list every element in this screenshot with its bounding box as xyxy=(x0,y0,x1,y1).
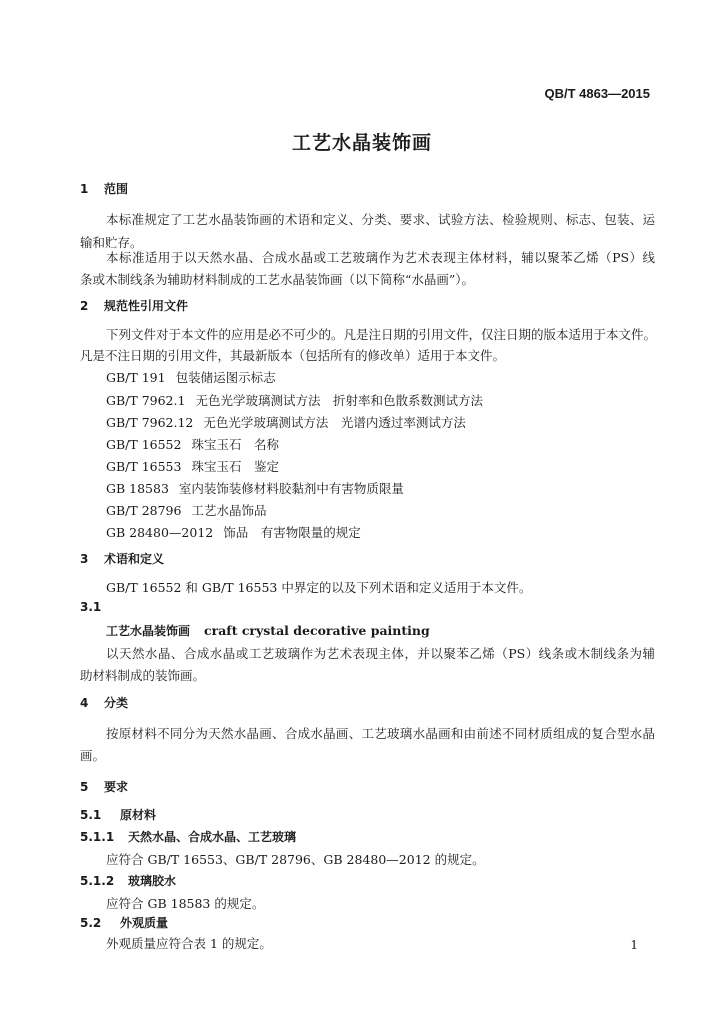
paragraph-line: 外观质量应符合表 1 的规定。 xyxy=(106,936,272,951)
reference-item: GB/T 16553 珠宝玉石 鉴定 xyxy=(106,459,279,474)
paragraph-line: 按原材料不同分为天然水晶画、合成水晶画、工艺玻璃水晶画和由前述不同材质组成的复合型水晶 xyxy=(106,726,655,741)
paragraph-line: 凡是不注日期的引用文件，其最新版本（包括所有的修改单）适用于本文件。 xyxy=(80,348,506,363)
paragraph-line: GB/T 16552 和 GB/T 16553 中界定的以及下列术语和定义适用于本文件。 xyxy=(106,580,532,595)
reference-item: GB/T 28796 工艺水晶饰品 xyxy=(106,503,267,518)
reference-item: GB/T 7962.1 无色光学玻璃测试方法 折射率和色散系数测试方法 xyxy=(106,393,483,408)
paragraph-line: 条或木制线条为辅助材料制成的工艺水晶装饰画（以下简称“水晶画”）。 xyxy=(80,272,475,287)
subsection-heading: 5.1.1 天然水晶、合成水晶、工艺玻璃 xyxy=(80,830,297,844)
reference-item: GB 18583 室内装饰装修材料胶黏剂中有害物质限量 xyxy=(106,481,404,496)
reference-item: GB/T 191 包装储运图示标志 xyxy=(106,370,276,385)
page-number: 1 xyxy=(630,938,638,952)
standard-code: QB/T 4863—2015 xyxy=(544,86,650,101)
subsection-heading: 5.1.2 玻璃胶水 xyxy=(80,874,177,888)
term-heading: 工艺水晶装饰画 craft crystal decorative painting xyxy=(106,623,430,638)
subsection-heading: 5.1 原材料 xyxy=(80,808,157,822)
term-number: 3.1 xyxy=(80,600,102,614)
section-heading-5: 5 要求 xyxy=(80,780,129,794)
paragraph-line: 画。 xyxy=(80,748,106,763)
paragraph-line: 以天然水晶、合成水晶或工艺玻璃作为艺术表现主体，并以聚苯乙烯（PS）线条或木制线条为辅 xyxy=(106,646,655,661)
section-heading-2: 2 规范性引用文件 xyxy=(80,299,189,313)
paragraph-line: 应符合 GB 18583 的规定。 xyxy=(106,896,265,911)
section-heading-4: 4 分类 xyxy=(80,696,129,710)
paragraph-line: 输和贮存。 xyxy=(80,235,143,250)
subsection-heading: 5.2 外观质量 xyxy=(80,916,169,930)
section-heading-1: 1 范围 xyxy=(80,182,129,196)
paragraph-line: 应符合 GB/T 16553、GB/T 28796、GB 28480—2012 的规定。 xyxy=(106,852,485,867)
reference-item: GB/T 16552 珠宝玉石 名称 xyxy=(106,437,279,452)
section-heading-3: 3 术语和定义 xyxy=(80,552,165,566)
paragraph-line: 助材料制成的装饰画。 xyxy=(80,668,206,683)
paragraph-line: 本标准规定了工艺水晶装饰画的术语和定义、分类、要求、试验方法、检验规则、标志、包装、运 xyxy=(106,212,655,227)
reference-item: GB 28480—2012 饰品 有害物限量的规定 xyxy=(106,525,361,540)
reference-item: GB/T 7962.12 无色光学玻璃测试方法 光谱内透过率测试方法 xyxy=(106,415,466,430)
page-title: 工艺水晶装饰画 xyxy=(291,132,432,154)
paragraph-line: 本标准适用于以天然水晶、合成水晶或工艺玻璃作为艺术表现主体材料，辅以聚苯乙烯（PS）线 xyxy=(106,250,655,265)
paragraph-line: 下列文件对于本文件的应用是必不可少的。凡是注日期的引用文件，仅注日期的版本适用于本文件。 xyxy=(106,327,657,342)
